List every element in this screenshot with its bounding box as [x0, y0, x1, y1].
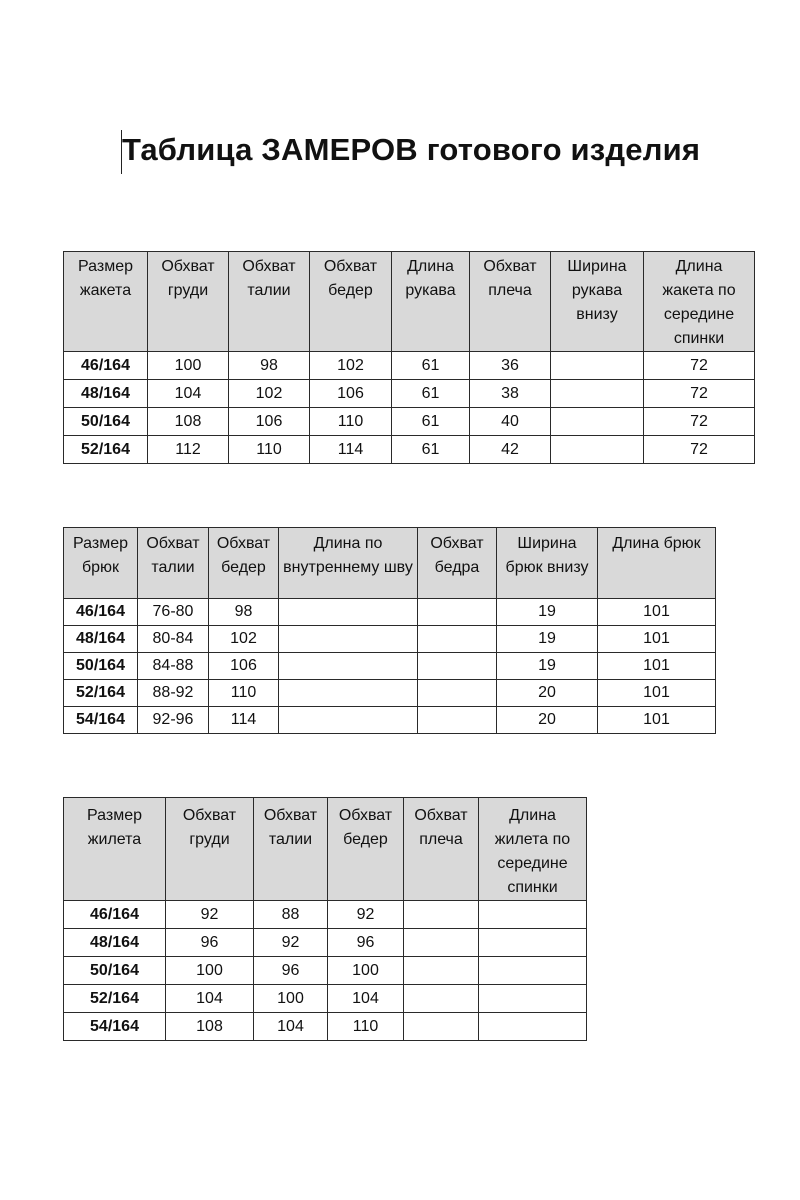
value-cell	[551, 352, 644, 380]
column-header: Длина рукава	[392, 252, 470, 352]
size-cell: 50/164	[64, 653, 138, 680]
value-cell	[418, 707, 497, 734]
table-row	[64, 929, 587, 957]
value-cell: 110	[209, 680, 279, 707]
column-header: Ширина брюк внизу	[497, 528, 598, 599]
column-header: Размер жакета	[64, 252, 148, 352]
column-header: Размер жилета	[64, 798, 166, 901]
header-row	[64, 252, 755, 352]
value-cell: 84-88	[138, 653, 209, 680]
column-header: Обхват плеча	[470, 252, 551, 352]
size-cell: 50/164	[64, 957, 166, 985]
column-header: Обхват плеча	[404, 798, 479, 901]
header-row	[64, 798, 587, 901]
column-header: Размер брюк	[64, 528, 138, 599]
value-cell: 104	[328, 985, 404, 1013]
value-cell: 101	[598, 599, 716, 626]
column-header: Длина по внутреннему шву	[279, 528, 418, 599]
value-cell: 76-80	[138, 599, 209, 626]
value-cell	[551, 380, 644, 408]
value-cell: 110	[310, 408, 392, 436]
value-cell	[418, 626, 497, 653]
table-row	[64, 707, 716, 734]
value-cell: 20	[497, 707, 598, 734]
value-cell: 106	[229, 408, 310, 436]
value-cell: 72	[644, 380, 755, 408]
table-row	[64, 901, 587, 929]
value-cell: 101	[598, 707, 716, 734]
size-cell: 52/164	[64, 680, 138, 707]
value-cell: 102	[209, 626, 279, 653]
value-cell: 40	[470, 408, 551, 436]
value-cell	[279, 626, 418, 653]
size-cell: 46/164	[64, 901, 166, 929]
value-cell	[479, 901, 587, 929]
value-cell: 72	[644, 352, 755, 380]
value-cell	[418, 680, 497, 707]
value-cell: 106	[310, 380, 392, 408]
column-header: Длина жакета по середине спинки	[644, 252, 755, 352]
value-cell: 102	[229, 380, 310, 408]
value-cell: 92	[166, 901, 254, 929]
table-row	[64, 436, 755, 464]
table-row	[64, 985, 587, 1013]
value-cell: 106	[209, 653, 279, 680]
value-cell: 101	[598, 680, 716, 707]
size-cell: 48/164	[64, 929, 166, 957]
column-header: Ширина рукава внизу	[551, 252, 644, 352]
column-header: Обхват груди	[166, 798, 254, 901]
column-header: Обхват бедер	[209, 528, 279, 599]
value-cell: 80-84	[138, 626, 209, 653]
value-cell: 100	[328, 957, 404, 985]
value-cell: 72	[644, 436, 755, 464]
table-row	[64, 680, 716, 707]
value-cell	[479, 985, 587, 1013]
value-cell	[479, 1013, 587, 1041]
value-cell: 112	[148, 436, 229, 464]
value-cell: 98	[229, 352, 310, 380]
value-cell: 104	[166, 985, 254, 1013]
value-cell: 92	[328, 901, 404, 929]
value-cell	[551, 408, 644, 436]
value-cell: 101	[598, 626, 716, 653]
value-cell	[404, 957, 479, 985]
size-cell: 50/164	[64, 408, 148, 436]
value-cell: 72	[644, 408, 755, 436]
value-cell: 61	[392, 380, 470, 408]
column-header: Обхват груди	[148, 252, 229, 352]
value-cell: 98	[209, 599, 279, 626]
value-cell: 92	[254, 929, 328, 957]
value-cell	[551, 436, 644, 464]
value-cell	[479, 929, 587, 957]
table-row	[64, 408, 755, 436]
value-cell: 36	[470, 352, 551, 380]
value-cell: 88-92	[138, 680, 209, 707]
size-cell: 48/164	[64, 626, 138, 653]
table-row	[64, 599, 716, 626]
size-cell: 52/164	[64, 436, 148, 464]
value-cell: 19	[497, 626, 598, 653]
size-cell: 54/164	[64, 707, 138, 734]
column-header: Обхват талии	[229, 252, 310, 352]
value-cell: 19	[497, 653, 598, 680]
vest-measurements-table	[63, 797, 587, 1041]
table-row	[64, 653, 716, 680]
column-header: Обхват бедра	[418, 528, 497, 599]
value-cell: 19	[497, 599, 598, 626]
table-row	[64, 1013, 587, 1041]
value-cell	[418, 599, 497, 626]
value-cell	[404, 901, 479, 929]
header-row	[64, 528, 716, 599]
value-cell: 100	[166, 957, 254, 985]
value-cell: 88	[254, 901, 328, 929]
size-cell: 48/164	[64, 380, 148, 408]
size-cell: 54/164	[64, 1013, 166, 1041]
value-cell: 61	[392, 436, 470, 464]
value-cell: 114	[209, 707, 279, 734]
column-header: Обхват талии	[138, 528, 209, 599]
value-cell: 96	[254, 957, 328, 985]
value-cell: 96	[328, 929, 404, 957]
column-header: Длина брюк	[598, 528, 716, 599]
value-cell: 42	[470, 436, 551, 464]
size-cell: 46/164	[64, 599, 138, 626]
table-row	[64, 380, 755, 408]
value-cell: 114	[310, 436, 392, 464]
size-cell: 46/164	[64, 352, 148, 380]
column-header: Длина жилета по середине спинки	[479, 798, 587, 901]
value-cell: 104	[148, 380, 229, 408]
column-header: Обхват бедер	[328, 798, 404, 901]
value-cell	[404, 985, 479, 1013]
value-cell	[279, 599, 418, 626]
value-cell	[279, 707, 418, 734]
value-cell: 100	[254, 985, 328, 1013]
value-cell: 104	[254, 1013, 328, 1041]
value-cell: 92-96	[138, 707, 209, 734]
value-cell: 110	[328, 1013, 404, 1041]
value-cell: 96	[166, 929, 254, 957]
value-cell: 102	[310, 352, 392, 380]
value-cell: 61	[392, 352, 470, 380]
value-cell	[418, 653, 497, 680]
jacket-measurements-table	[63, 251, 755, 464]
size-cell: 52/164	[64, 985, 166, 1013]
value-cell: 61	[392, 408, 470, 436]
table-row	[64, 626, 716, 653]
value-cell: 108	[148, 408, 229, 436]
column-header: Обхват бедер	[310, 252, 392, 352]
value-cell: 101	[598, 653, 716, 680]
page-title: Таблица ЗАМЕРОВ готового изделия	[122, 132, 701, 167]
trousers-measurements-table	[63, 527, 716, 734]
value-cell	[404, 1013, 479, 1041]
value-cell	[404, 929, 479, 957]
column-header: Обхват талии	[254, 798, 328, 901]
value-cell	[479, 957, 587, 985]
table-row	[64, 957, 587, 985]
value-cell: 108	[166, 1013, 254, 1041]
value-cell: 38	[470, 380, 551, 408]
table-row	[64, 352, 755, 380]
value-cell: 100	[148, 352, 229, 380]
value-cell: 110	[229, 436, 310, 464]
value-cell	[279, 653, 418, 680]
value-cell	[279, 680, 418, 707]
value-cell: 20	[497, 680, 598, 707]
